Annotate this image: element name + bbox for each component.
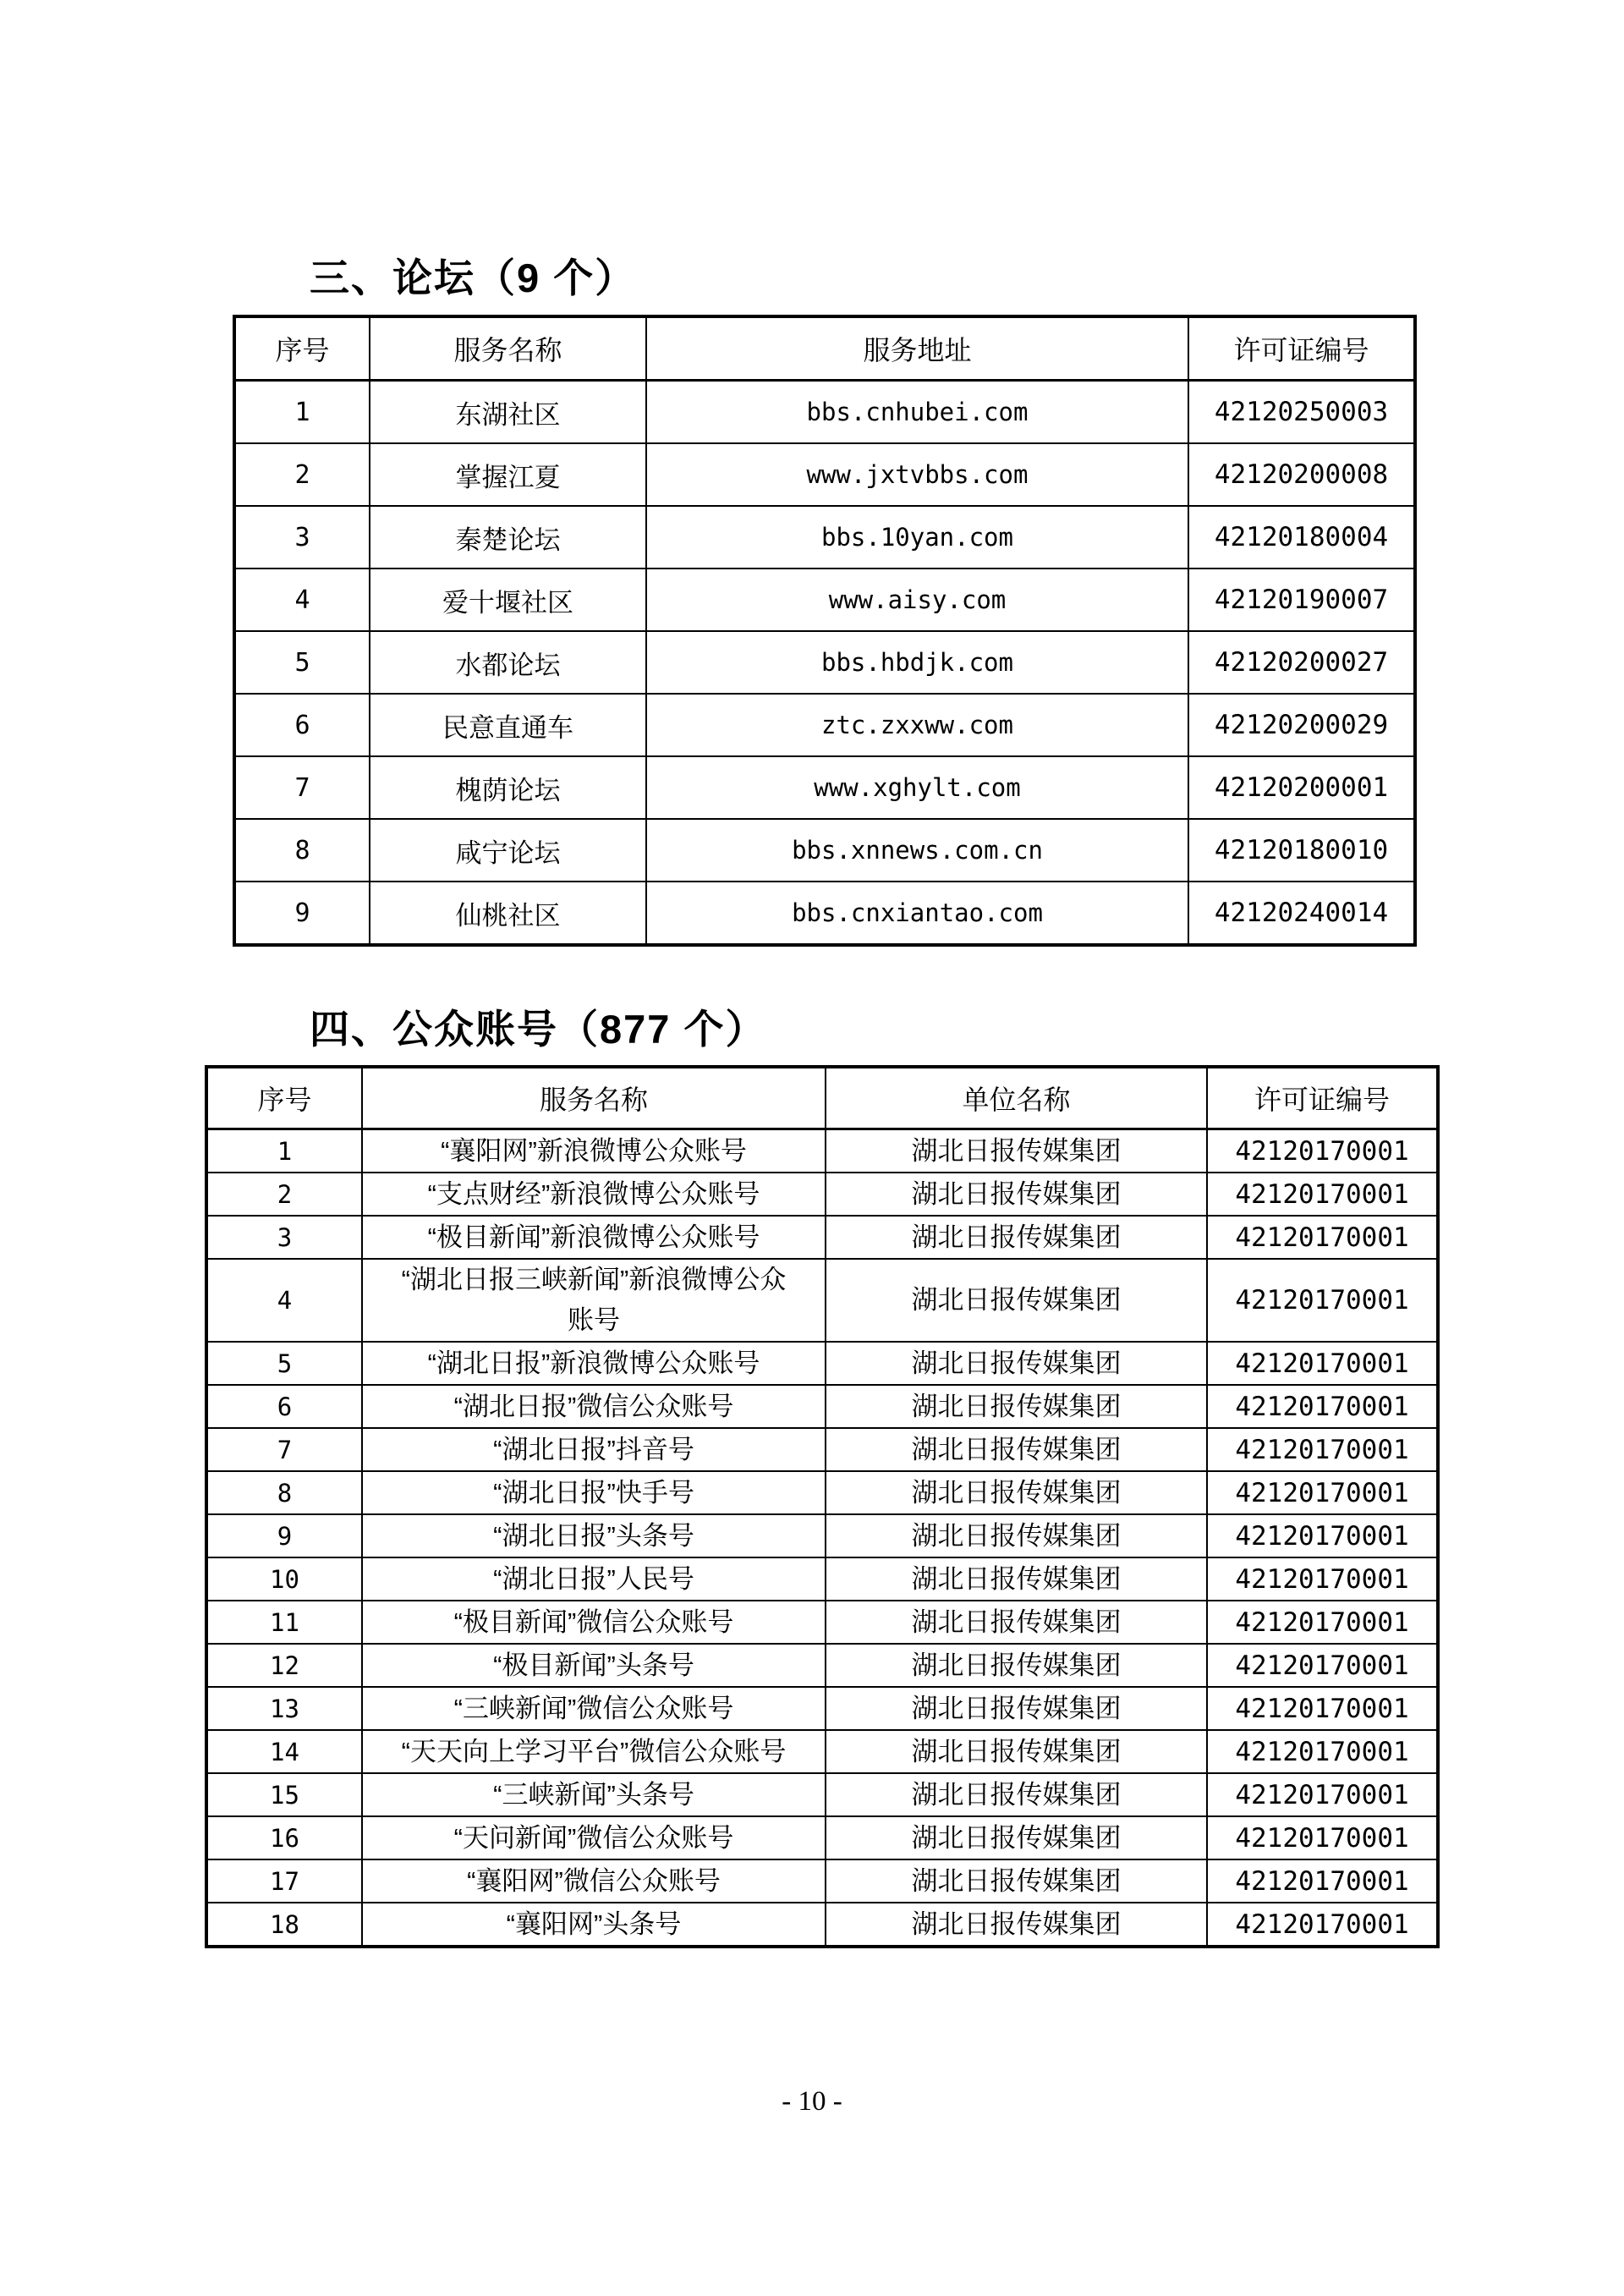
table-cell: 4 bbox=[234, 569, 370, 631]
table-cell: bbs.cnxiantao.com bbox=[646, 882, 1188, 945]
table-cell: 13 bbox=[206, 1687, 362, 1730]
table-cell: 42120170001 bbox=[1207, 1816, 1438, 1859]
table-row bbox=[206, 1385, 1438, 1428]
table-cell: 16 bbox=[206, 1816, 362, 1859]
column-header-unit: 单位名称 bbox=[826, 1067, 1207, 1129]
table-cell: 42120240014 bbox=[1188, 882, 1415, 945]
table-cell: 8 bbox=[234, 819, 370, 882]
table-row bbox=[206, 1514, 1438, 1557]
column-header-address: 服务地址 bbox=[646, 316, 1188, 381]
table-cell: 2 bbox=[206, 1173, 362, 1216]
column-header-index: 序号 bbox=[234, 316, 370, 381]
table-cell: “三峡新闻”头条号 bbox=[362, 1773, 826, 1816]
table-row bbox=[206, 1773, 1438, 1816]
table-cell: 湖北日报传媒集团 bbox=[826, 1816, 1207, 1859]
table-cell: 湖北日报传媒集团 bbox=[826, 1259, 1207, 1342]
table-row bbox=[234, 506, 1415, 569]
table-cell: bbs.cnhubei.com bbox=[646, 381, 1188, 444]
page-number: - 10 - bbox=[782, 2086, 842, 2117]
table-cell: 仙桃社区 bbox=[370, 882, 646, 945]
table-cell: “湖北日报”新浪微博公众账号 bbox=[362, 1342, 826, 1385]
table-cell: 10 bbox=[206, 1557, 362, 1601]
table-cell: 掌握江夏 bbox=[370, 443, 646, 506]
section-title-accounts: 四、公众账号（877 个） bbox=[310, 1007, 767, 1052]
table-row bbox=[206, 1903, 1438, 1947]
table-row bbox=[206, 1428, 1438, 1471]
table-cell: 42120170001 bbox=[1207, 1859, 1438, 1903]
table-cell: “湖北日报三峡新闻”新浪微博公众账号 bbox=[362, 1259, 826, 1342]
table-cell: 42120170001 bbox=[1207, 1601, 1438, 1644]
table-cell: 42120170001 bbox=[1207, 1471, 1438, 1514]
table-cell: “襄阳网”微信公众账号 bbox=[362, 1859, 826, 1903]
table-cell: 湖北日报传媒集团 bbox=[826, 1514, 1207, 1557]
table-cell: 3 bbox=[206, 1216, 362, 1259]
table-cell: 湖北日报传媒集团 bbox=[826, 1342, 1207, 1385]
table-cell: 9 bbox=[206, 1514, 362, 1557]
column-header-service: 服务名称 bbox=[370, 316, 646, 381]
table-row bbox=[206, 1644, 1438, 1687]
table-cell: 42120170001 bbox=[1207, 1129, 1438, 1173]
table-cell: 11 bbox=[206, 1601, 362, 1644]
table-row bbox=[206, 1259, 1438, 1342]
table-cell: 湖北日报传媒集团 bbox=[826, 1730, 1207, 1773]
table-cell: 湖北日报传媒集团 bbox=[826, 1903, 1207, 1947]
table-cell: 42120170001 bbox=[1207, 1557, 1438, 1601]
table-row bbox=[206, 1557, 1438, 1601]
table-cell: 东湖社区 bbox=[370, 381, 646, 444]
table-cell: 湖北日报传媒集团 bbox=[826, 1644, 1207, 1687]
table-cell: www.jxtvbbs.com bbox=[646, 443, 1188, 506]
table-row bbox=[206, 1216, 1438, 1259]
table-cell: 湖北日报传媒集团 bbox=[826, 1601, 1207, 1644]
table-cell: ztc.zxxww.com bbox=[646, 694, 1188, 756]
forum-table-header-row bbox=[234, 316, 1415, 381]
column-header-service: 服务名称 bbox=[362, 1067, 826, 1129]
table-cell: 槐荫论坛 bbox=[370, 756, 646, 819]
table-cell: 42120200008 bbox=[1188, 443, 1415, 506]
table-row bbox=[206, 1129, 1438, 1173]
table-cell: 6 bbox=[234, 694, 370, 756]
table-cell: 水都论坛 bbox=[370, 631, 646, 694]
table-cell: 湖北日报传媒集团 bbox=[826, 1428, 1207, 1471]
table-cell: 42120180004 bbox=[1188, 506, 1415, 569]
table-row bbox=[206, 1601, 1438, 1644]
table-cell: 42120170001 bbox=[1207, 1216, 1438, 1259]
table-cell: 42120170001 bbox=[1207, 1428, 1438, 1471]
table-cell: 1 bbox=[206, 1129, 362, 1173]
table-cell: “湖北日报”微信公众账号 bbox=[362, 1385, 826, 1428]
table-cell: “湖北日报”头条号 bbox=[362, 1514, 826, 1557]
table-cell: 6 bbox=[206, 1385, 362, 1428]
table-cell: bbs.10yan.com bbox=[646, 506, 1188, 569]
table-cell: 42120170001 bbox=[1207, 1385, 1438, 1428]
table-cell: “湖北日报”快手号 bbox=[362, 1471, 826, 1514]
table-cell: 18 bbox=[206, 1903, 362, 1947]
table-row bbox=[234, 819, 1415, 882]
table-cell: 爱十堰社区 bbox=[370, 569, 646, 631]
table-row bbox=[234, 882, 1415, 945]
table-row bbox=[206, 1471, 1438, 1514]
table-cell: 8 bbox=[206, 1471, 362, 1514]
accounts-table-container bbox=[205, 1065, 1436, 1948]
table-cell: “襄阳网”新浪微博公众账号 bbox=[362, 1129, 826, 1173]
table-row bbox=[234, 756, 1415, 819]
table-cell: 湖北日报传媒集团 bbox=[826, 1129, 1207, 1173]
forum-table-container bbox=[233, 315, 1413, 947]
table-row bbox=[234, 694, 1415, 756]
column-header-license: 许可证编号 bbox=[1188, 316, 1415, 381]
table-cell: 3 bbox=[234, 506, 370, 569]
table-cell: “三峡新闻”微信公众账号 bbox=[362, 1687, 826, 1730]
table-cell: 5 bbox=[206, 1342, 362, 1385]
table-cell: 湖北日报传媒集团 bbox=[826, 1471, 1207, 1514]
column-header-index: 序号 bbox=[206, 1067, 362, 1129]
table-row bbox=[234, 381, 1415, 444]
table-cell: 湖北日报传媒集团 bbox=[826, 1216, 1207, 1259]
table-cell: “湖北日报”抖音号 bbox=[362, 1428, 826, 1471]
table-cell: 42120170001 bbox=[1207, 1514, 1438, 1557]
table-cell: 7 bbox=[206, 1428, 362, 1471]
table-cell: “支点财经”新浪微博公众账号 bbox=[362, 1173, 826, 1216]
section-title-forum: 三、论坛（9 个） bbox=[310, 255, 637, 300]
accounts-table bbox=[205, 1065, 1440, 1948]
table-row bbox=[206, 1859, 1438, 1903]
table-cell: 湖北日报传媒集团 bbox=[826, 1557, 1207, 1601]
table-row bbox=[206, 1342, 1438, 1385]
table-row bbox=[206, 1816, 1438, 1859]
table-cell: 湖北日报传媒集团 bbox=[826, 1773, 1207, 1816]
table-cell: 42120170001 bbox=[1207, 1342, 1438, 1385]
table-cell: “天问新闻”微信公众账号 bbox=[362, 1816, 826, 1859]
table-cell: bbs.xnnews.com.cn bbox=[646, 819, 1188, 882]
table-row bbox=[234, 443, 1415, 506]
table-cell: 12 bbox=[206, 1644, 362, 1687]
table-cell: 7 bbox=[234, 756, 370, 819]
column-header-license: 许可证编号 bbox=[1207, 1067, 1438, 1129]
table-cell: 42120170001 bbox=[1207, 1259, 1438, 1342]
table-cell: 15 bbox=[206, 1773, 362, 1816]
table-cell: “襄阳网”头条号 bbox=[362, 1903, 826, 1947]
table-cell: www.aisy.com bbox=[646, 569, 1188, 631]
table-cell: 42120170001 bbox=[1207, 1687, 1438, 1730]
table-cell: 咸宁论坛 bbox=[370, 819, 646, 882]
table-cell: 42120170001 bbox=[1207, 1644, 1438, 1687]
table-cell: 民意直通车 bbox=[370, 694, 646, 756]
table-cell: 湖北日报传媒集团 bbox=[826, 1859, 1207, 1903]
table-cell: 4 bbox=[206, 1259, 362, 1342]
table-cell: 1 bbox=[234, 381, 370, 444]
table-cell: 42120200027 bbox=[1188, 631, 1415, 694]
table-cell: 42120170001 bbox=[1207, 1903, 1438, 1947]
table-cell: 42120170001 bbox=[1207, 1773, 1438, 1816]
table-cell: “极目新闻”微信公众账号 bbox=[362, 1601, 826, 1644]
accounts-table-header-row bbox=[206, 1067, 1438, 1129]
table-row bbox=[206, 1173, 1438, 1216]
table-cell: “湖北日报”人民号 bbox=[362, 1557, 826, 1601]
table-cell: “天天向上学习平台”微信公众账号 bbox=[362, 1730, 826, 1773]
table-cell: 湖北日报传媒集团 bbox=[826, 1173, 1207, 1216]
table-cell: “极目新闻”新浪微博公众账号 bbox=[362, 1216, 826, 1259]
table-cell: 秦楚论坛 bbox=[370, 506, 646, 569]
table-cell: bbs.hbdjk.com bbox=[646, 631, 1188, 694]
table-cell: 湖北日报传媒集团 bbox=[826, 1385, 1207, 1428]
table-row bbox=[234, 631, 1415, 694]
table-cell: 42120200029 bbox=[1188, 694, 1415, 756]
table-cell: www.xghylt.com bbox=[646, 756, 1188, 819]
table-row bbox=[206, 1687, 1438, 1730]
table-row bbox=[234, 569, 1415, 631]
table-cell: 42120180010 bbox=[1188, 819, 1415, 882]
table-cell: 湖北日报传媒集团 bbox=[826, 1687, 1207, 1730]
table-cell: 2 bbox=[234, 443, 370, 506]
table-cell: “极目新闻”头条号 bbox=[362, 1644, 826, 1687]
table-cell: 14 bbox=[206, 1730, 362, 1773]
table-cell: 42120190007 bbox=[1188, 569, 1415, 631]
forum-table bbox=[233, 315, 1417, 947]
table-cell: 17 bbox=[206, 1859, 362, 1903]
table-cell: 9 bbox=[234, 882, 370, 945]
table-cell: 42120170001 bbox=[1207, 1730, 1438, 1773]
table-row bbox=[206, 1730, 1438, 1773]
table-cell: 42120250003 bbox=[1188, 381, 1415, 444]
table-cell: 5 bbox=[234, 631, 370, 694]
table-cell: 42120200001 bbox=[1188, 756, 1415, 819]
table-cell: 42120170001 bbox=[1207, 1173, 1438, 1216]
